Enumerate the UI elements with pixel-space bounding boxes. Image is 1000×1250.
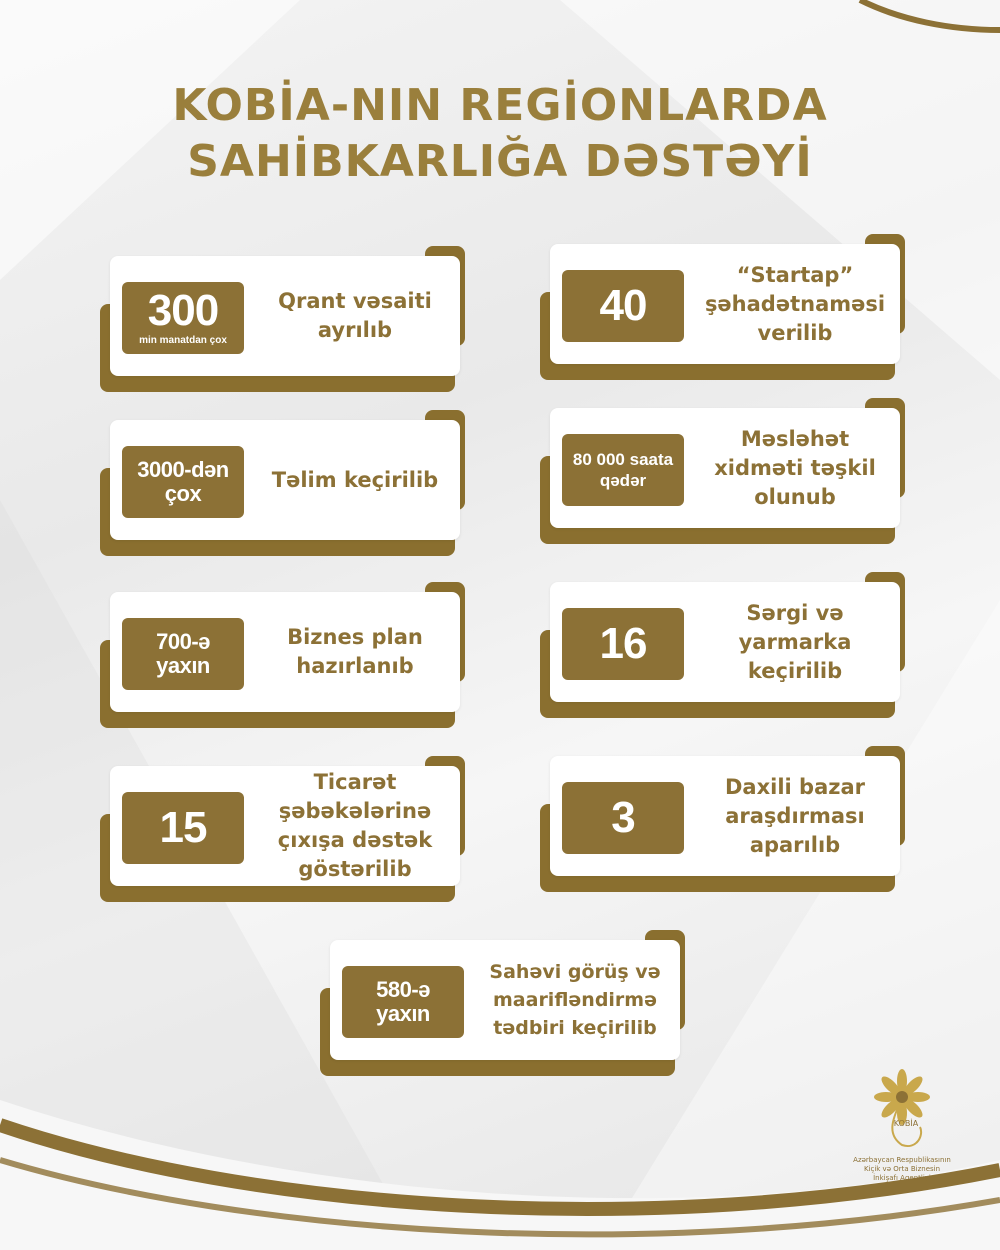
page-title xyxy=(0,78,1000,190)
logo-line-2: Kiçik və Orta Biznesin xyxy=(863,1165,941,1173)
stat-card-training xyxy=(110,420,470,540)
stat-value: 40 xyxy=(599,281,647,330)
stat-value: 300 xyxy=(147,286,219,335)
card-face xyxy=(110,766,460,886)
stat-label: Daxili bazar araşdırması aparılıb xyxy=(724,774,865,857)
title-line-2: SAHİBKARLIĞA DƏSTƏYİ xyxy=(187,136,813,187)
stat-badge xyxy=(122,282,244,354)
stat-badge xyxy=(562,782,684,854)
flower-logo-icon xyxy=(862,1065,942,1155)
stat-value: 16 xyxy=(599,619,647,668)
stat-card-events xyxy=(330,940,690,1060)
stat-badge xyxy=(122,446,244,518)
logo-wordmark: KOBİA xyxy=(893,1119,919,1128)
card-face xyxy=(550,582,900,702)
stat-label: Biznes plan hazırlanıb xyxy=(287,625,423,678)
stat-card-startup xyxy=(550,244,910,364)
card-face xyxy=(550,244,900,364)
stat-card-retail xyxy=(110,766,470,886)
card-face xyxy=(110,592,460,712)
stat-card-grant xyxy=(110,256,470,376)
card-face xyxy=(550,408,900,528)
stat-card-exhibition xyxy=(550,582,910,702)
stat-label: Məsləhət xidməti təşkil olunub xyxy=(714,426,876,509)
stat-value: 80 000 saata qədər xyxy=(572,450,674,490)
logo-line-3: İnkişafı Agentliyi xyxy=(873,1174,931,1182)
stat-value: 700-ə yaxın xyxy=(156,629,210,678)
stat-label: “Startap” şəhadətnaməsi verilib xyxy=(704,262,886,345)
card-face xyxy=(110,256,460,376)
stat-badge xyxy=(122,792,244,864)
stat-value: 3000-dən çox xyxy=(137,457,229,506)
title-line-1: KOBİA-NIN REGİONLARDA xyxy=(172,80,828,131)
stat-subvalue: min manatdan çox xyxy=(139,335,227,346)
stat-value: 15 xyxy=(159,803,207,852)
stat-badge xyxy=(342,966,464,1038)
stat-label: Sərgi və yarmarka keçirilib xyxy=(738,600,852,683)
stat-badge xyxy=(562,608,684,680)
stat-card-market-research xyxy=(550,756,910,876)
stat-label: Təlim keçirilib xyxy=(271,467,439,492)
stat-card-consulting xyxy=(550,408,910,528)
kobia-logo xyxy=(842,1065,962,1205)
stat-badge xyxy=(562,270,684,342)
card-face xyxy=(550,756,900,876)
card-face xyxy=(110,420,460,540)
stat-badge xyxy=(562,434,684,506)
stat-label: Qrant vəsaiti ayrılıb xyxy=(278,289,432,342)
stat-card-business-plan xyxy=(110,592,470,712)
logo-line-1: Azərbaycan Respublikasının xyxy=(853,1156,951,1164)
stat-badge xyxy=(122,618,244,690)
stat-label: Ticarət şəbəkələrinə çıxışa dəstək göstərilib xyxy=(277,770,433,881)
stat-label: Sahəvi görüş və maarifləndirmə tədbiri keçirilib xyxy=(489,961,661,1039)
stat-value: 3 xyxy=(611,793,635,842)
card-face xyxy=(330,940,680,1060)
stat-value: 580-ə yaxın xyxy=(376,977,430,1026)
